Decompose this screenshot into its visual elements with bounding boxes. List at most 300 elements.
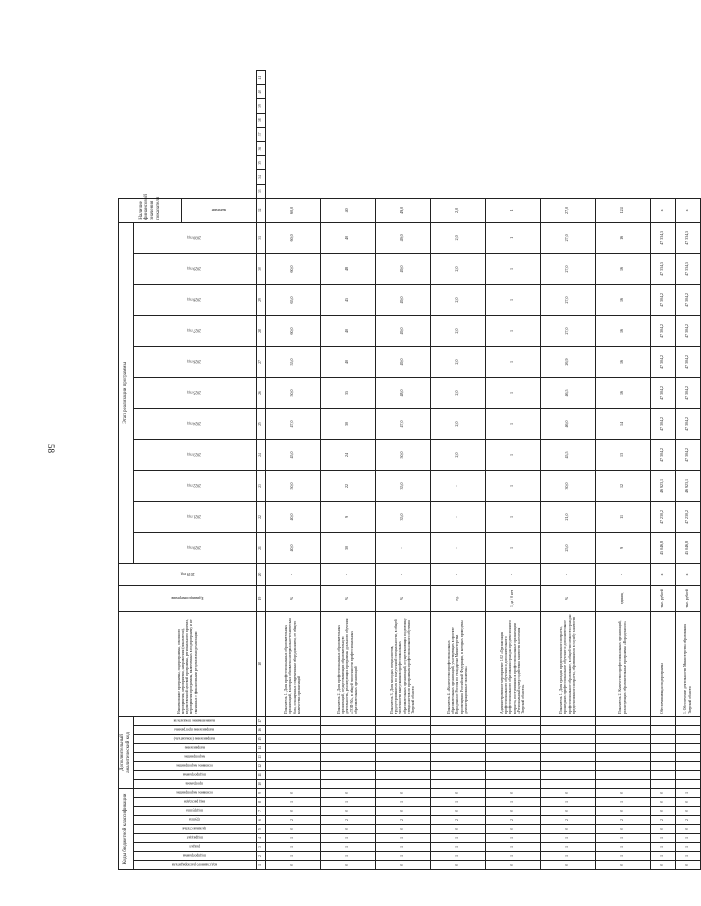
code-cell-empty — [595, 779, 650, 788]
table-row — [675, 71, 700, 870]
value-2019: - — [540, 563, 595, 585]
column-number: 4 — [256, 834, 265, 843]
year-value: 49,0 — [375, 315, 430, 346]
code-cell: 0 — [595, 861, 650, 870]
code-cell-empty — [540, 716, 595, 725]
year-value: 50,0 — [265, 377, 320, 408]
year-value: 40 — [320, 222, 375, 253]
code-cell: 0 — [675, 807, 700, 816]
year-value: 45 046,8 — [675, 532, 700, 563]
year-value: 47 334,5 — [650, 253, 675, 284]
header-code-col: направление (показатель) — [133, 734, 256, 743]
header-year: 2020 год — [133, 532, 256, 563]
header-year: 2027 год — [133, 315, 256, 346]
code-cell-empty — [595, 725, 650, 734]
year-value: 14 — [595, 408, 650, 439]
column-number: 3 — [256, 843, 265, 852]
page-number: 58 — [46, 444, 56, 453]
code-cell-empty — [595, 752, 650, 761]
year-value: 27,0 — [540, 284, 595, 315]
year-value: 2,0 — [430, 408, 485, 439]
code-cell-empty — [265, 752, 320, 761]
year-value: 1 — [485, 408, 540, 439]
code-cell-empty — [485, 779, 540, 788]
code-cell: 1 — [430, 834, 485, 843]
code-cell: 0 — [265, 861, 320, 870]
code-cell: 0 — [540, 861, 595, 870]
column-number: 25 — [256, 408, 265, 439]
column-number: 34 — [256, 170, 265, 184]
code-cell: 1 — [485, 798, 540, 807]
year-value: 16 — [595, 377, 650, 408]
column-number: 13 — [256, 752, 265, 761]
year-value: 1 — [485, 501, 540, 532]
code-cell-empty — [650, 716, 675, 725]
code-cell-empty — [675, 725, 700, 734]
year-value: 45 — [320, 284, 375, 315]
code-cell-empty — [320, 725, 375, 734]
year-value: 22 — [320, 470, 375, 501]
year-value: 40,0 — [265, 501, 320, 532]
year-value: 47 334,5 — [650, 222, 675, 253]
result-value: x — [650, 198, 675, 222]
column-number: 32 — [256, 198, 265, 222]
code-cell-empty — [320, 752, 375, 761]
header-2019: 2019 год — [119, 563, 257, 585]
code-cell-empty — [320, 770, 375, 779]
year-value: 35 — [320, 377, 375, 408]
year-value: 47 304,2 — [675, 284, 700, 315]
year-value: 1 — [485, 532, 540, 563]
year-value: - — [430, 470, 485, 501]
code-cell-empty — [675, 743, 700, 752]
code-cell: 0 — [375, 788, 430, 797]
unit-cell: единиц — [595, 585, 650, 611]
code-cell: 0 — [320, 807, 375, 816]
year-value: 27,0 — [540, 253, 595, 284]
result-value: 1 — [485, 198, 540, 222]
year-value: 12 — [595, 470, 650, 501]
year-value: 47 304,2 — [675, 408, 700, 439]
code-cell: 1 — [430, 852, 485, 861]
indicator-name: Административное мероприятие 1.02 «Организация профессионального обучения и дополнительного профессионального образования граждан предпенсионного возраста, поступивших в профессиональные организации «Региональный центр содействия занятости населения Тверской области» — [485, 611, 540, 716]
code-cell: 0 — [595, 788, 650, 797]
year-value: 45,5 — [540, 439, 595, 470]
year-value: 40,0 — [265, 532, 320, 563]
column-number: 18 — [256, 611, 265, 716]
indicator-name: Показатель 2. Количество профессиональных организаций, реализующих образовательные программы «Ворлдскиллс» — [595, 611, 650, 716]
year-value: 27,0 — [540, 315, 595, 346]
result-value: 40 — [320, 198, 375, 222]
year-value: 16 — [595, 315, 650, 346]
unit-cell: 1 да / 0 нет — [485, 585, 540, 611]
value-2019: x — [675, 563, 700, 585]
year-value: 30,0 — [540, 470, 595, 501]
code-cell: 2 — [650, 816, 675, 825]
year-value: 1 — [485, 315, 540, 346]
code-cell: 0 — [375, 825, 430, 834]
code-cell: 2 — [485, 816, 540, 825]
table-row — [650, 71, 675, 870]
year-value: 60,0 — [265, 222, 320, 253]
column-number: 40 — [256, 85, 265, 99]
column-number: 9 — [256, 788, 265, 797]
code-cell-empty — [375, 779, 430, 788]
code-cell: 0 — [265, 807, 320, 816]
code-cell-empty — [320, 761, 375, 770]
year-value: 2,0 — [430, 346, 485, 377]
header-year: 2026 год — [133, 346, 256, 377]
column-number: 16 — [256, 725, 265, 734]
year-value: 47 304,2 — [675, 346, 700, 377]
value-2019: - — [375, 563, 430, 585]
code-cell: 1 — [375, 843, 430, 852]
header-program-stage: Этап реализации программы — [119, 222, 134, 563]
code-cell-empty — [265, 716, 320, 725]
unit-cell: тыс. рублей — [675, 585, 700, 611]
code-cell: 0 — [540, 807, 595, 816]
year-value: 26,9 — [540, 346, 595, 377]
column-number: 28 — [256, 315, 265, 346]
code-cell-empty — [540, 779, 595, 788]
code-cell-empty — [265, 734, 320, 743]
value-2019: - — [320, 563, 375, 585]
code-cell: 1 — [595, 852, 650, 861]
code-cell: 1 — [675, 843, 700, 852]
year-value: 30 — [320, 408, 375, 439]
year-value: 49,0 — [375, 253, 430, 284]
column-number: 1 — [256, 861, 265, 870]
header-code-col: группа — [133, 816, 256, 825]
unit-cell: % — [540, 585, 595, 611]
year-value: 25,0 — [540, 532, 595, 563]
code-cell: 0 — [650, 825, 675, 834]
year-value: - — [430, 501, 485, 532]
code-cell: 1 — [595, 834, 650, 843]
code-cell: 0 — [320, 825, 375, 834]
unit-cell: % — [320, 585, 375, 611]
year-value: 47 230,2 — [675, 501, 700, 532]
code-cell-empty — [485, 734, 540, 743]
year-value: 47 304,2 — [675, 377, 700, 408]
year-value: 46,0 — [540, 408, 595, 439]
table-row — [430, 71, 485, 870]
code-cell-empty — [595, 716, 650, 725]
table-row — [595, 71, 650, 870]
table-row — [265, 71, 320, 870]
year-value: 45,0 — [265, 439, 320, 470]
table-body — [265, 71, 700, 870]
header-code-col: раздел — [133, 843, 256, 852]
year-value: 2,0 — [430, 253, 485, 284]
result-value: 60,0 — [265, 198, 320, 222]
year-value: 2,0 — [430, 377, 485, 408]
header-code-col: вид расходов — [133, 798, 256, 807]
code-cell-empty — [320, 716, 375, 725]
header-code-col: подгруппа — [133, 807, 256, 816]
code-cell-empty — [650, 770, 675, 779]
header-budget-codes: Коды бюджетной классификации — [119, 788, 134, 869]
code-cell: 1 — [675, 788, 700, 797]
code-cell-empty — [485, 752, 540, 761]
header-code-col: основное мероприятие — [133, 761, 256, 770]
year-value: 60,0 — [265, 315, 320, 346]
result-value: 2,0 — [430, 198, 485, 222]
code-cell: 1 — [540, 798, 595, 807]
code-cell: 2 — [675, 816, 700, 825]
code-cell-empty — [595, 743, 650, 752]
column-number: 38 — [256, 113, 265, 127]
column-number: 35 — [256, 156, 265, 170]
year-value: 16 — [595, 222, 650, 253]
year-value: 24 — [320, 439, 375, 470]
code-cell-empty — [375, 743, 430, 752]
year-value: 9 — [320, 501, 375, 532]
code-cell-empty — [265, 770, 320, 779]
year-value: 47 334,5 — [675, 222, 700, 253]
code-cell-empty — [595, 734, 650, 743]
code-cell: 0 — [650, 788, 675, 797]
year-value: 2,0 — [430, 439, 485, 470]
year-value: 40 — [320, 346, 375, 377]
code-cell-empty — [540, 743, 595, 752]
code-cell-empty — [320, 779, 375, 788]
code-cell-empty — [540, 752, 595, 761]
header-code-col: наименование показателя — [133, 716, 256, 725]
code-cell: 0 — [595, 807, 650, 816]
column-number: 7 — [256, 807, 265, 816]
year-value: 65,0 — [265, 284, 320, 315]
code-cell: 1 — [650, 843, 675, 852]
column-number: 36 — [256, 142, 265, 156]
indicator-name: Обеспечивающая подпрограмма — [650, 611, 675, 716]
column-number: 39 — [256, 99, 265, 113]
code-cell-empty — [375, 716, 430, 725]
code-cell: 1 — [540, 834, 595, 843]
year-value: 1 — [485, 253, 540, 284]
year-value: 2,0 — [430, 222, 485, 253]
code-cell: 0 — [320, 788, 375, 797]
column-number: 31 — [256, 222, 265, 253]
code-cell: 1 — [375, 834, 430, 843]
header-code-col: программа — [133, 779, 256, 788]
column-number: 22 — [256, 501, 265, 532]
code-cell: 0 — [430, 825, 485, 834]
year-value: - — [375, 532, 430, 563]
code-cell: 0 — [595, 825, 650, 834]
code-cell-empty — [485, 725, 540, 734]
year-value: 16 — [595, 253, 650, 284]
code-cell-empty — [675, 779, 700, 788]
year-value: 1 — [485, 222, 540, 253]
code-cell-empty — [540, 725, 595, 734]
year-value: 48,0 — [375, 377, 430, 408]
year-value: 16 — [595, 284, 650, 315]
code-cell: 1 — [485, 852, 540, 861]
result-value: 27,0 — [540, 198, 595, 222]
indicator-name: Показатель 2. Доля профессиональных образовательных организаций, осуществляющих образовательную деятельность, реализующих программы дуального обучения «ТОП-50», в общей численности профессиональных образовательных организаций — [320, 611, 375, 716]
code-cell-empty — [650, 752, 675, 761]
header-year: 2030 год — [133, 222, 256, 253]
code-cell-empty — [265, 725, 320, 734]
code-cell-empty — [375, 770, 430, 779]
unit-cell: тыс. рублей — [650, 585, 675, 611]
column-number: 2 — [256, 852, 265, 861]
header-year: 2025 год — [133, 377, 256, 408]
code-cell: 0 — [675, 861, 700, 870]
code-cell-empty — [375, 734, 430, 743]
header-year: 2023 год — [133, 439, 256, 470]
code-cell: 1 — [320, 834, 375, 843]
year-value: 1 — [485, 346, 540, 377]
year-value: - — [430, 532, 485, 563]
year-value: 1 — [485, 470, 540, 501]
rotated-table-container — [118, 70, 692, 870]
code-cell: 2 — [540, 816, 595, 825]
code-cell-empty — [320, 734, 375, 743]
column-number: 24 — [256, 439, 265, 470]
header-year: 2022 год — [133, 470, 256, 501]
code-cell: 1 — [375, 798, 430, 807]
table-header — [119, 71, 266, 870]
year-value: 16 — [595, 346, 650, 377]
code-cell-empty — [485, 743, 540, 752]
code-cell: 1 — [675, 834, 700, 843]
indicator-name: Показатель 1. Доля профессиональных образовательных организаций, в которых обновлена материально-техническая база, оснащенных современным оборудованием, от общего количества организаций — [265, 611, 320, 716]
header-result: Наличие финансовой значения показателя — [119, 198, 182, 222]
code-cell-empty — [430, 716, 485, 725]
table-row — [485, 71, 540, 870]
year-value: 13 — [595, 439, 650, 470]
column-number: 15 — [256, 734, 265, 743]
table-row — [320, 71, 375, 870]
code-cell: 2 — [265, 816, 320, 825]
column-number: 8 — [256, 798, 265, 807]
code-cell: 1 — [595, 798, 650, 807]
result-value: 49,0 — [375, 198, 430, 222]
column-number: 41 — [256, 71, 265, 85]
value-2019: - — [430, 563, 485, 585]
code-cell: 0 — [430, 788, 485, 797]
column-number: 19 — [256, 585, 265, 611]
year-value: 35,0 — [375, 501, 430, 532]
column-number: 33 — [256, 184, 265, 198]
column-number: 27 — [256, 346, 265, 377]
year-value: 11 — [595, 501, 650, 532]
year-value: 49,0 — [375, 222, 430, 253]
header-year: 2021 год — [133, 501, 256, 532]
year-value: 1 — [485, 439, 540, 470]
code-cell-empty — [675, 770, 700, 779]
year-value: 47 304,2 — [650, 315, 675, 346]
result-value: 124 — [595, 198, 650, 222]
year-value: 35,0 — [375, 470, 430, 501]
code-cell-empty — [540, 770, 595, 779]
year-value: 47,0 — [375, 408, 430, 439]
column-number: 11 — [256, 770, 265, 779]
code-cell-empty — [375, 761, 430, 770]
table-row — [375, 71, 430, 870]
column-number: 5 — [256, 825, 265, 834]
code-cell-empty — [265, 779, 320, 788]
column-number: 14 — [256, 743, 265, 752]
year-value: 47 304,2 — [650, 284, 675, 315]
year-value: 46 923,1 — [650, 470, 675, 501]
code-cell: 1 — [650, 834, 675, 843]
code-cell: 0 — [650, 798, 675, 807]
header-row-labels — [133, 71, 182, 870]
code-cell-empty — [430, 725, 485, 734]
header-unit: Единица измерения — [119, 585, 257, 611]
header-additional-codes: Дополнительный аналитический код — [119, 716, 134, 788]
header-code-col: мероприятие — [133, 752, 256, 761]
header-year: 2028 год — [133, 284, 256, 315]
header-code-col: основное мероприятие — [133, 788, 256, 797]
code-cell: 0 — [675, 825, 700, 834]
result-value: x — [675, 198, 700, 222]
code-cell: 0 — [265, 788, 320, 797]
code-cell: 0 — [540, 825, 595, 834]
code-cell: 1 — [320, 852, 375, 861]
code-cell-empty — [375, 752, 430, 761]
indicator-name: Показатель 3. Доля молодых специалистов, трудоустроившихся по полученной специальности, в общей численности выпускников профессиональных образовательных организаций, осуществляющих подготовку специалистов по программам профессионального обучения Тверской области — [375, 611, 430, 716]
code-cell: 1 — [650, 852, 675, 861]
code-cell: 1 — [485, 834, 540, 843]
column-number: 21 — [256, 532, 265, 563]
year-value: 48 — [320, 253, 375, 284]
code-cell-empty — [675, 716, 700, 725]
year-value: 21,0 — [540, 501, 595, 532]
year-value: 47 230,2 — [650, 501, 675, 532]
column-number: 6 — [256, 816, 265, 825]
code-cell: 2 — [320, 816, 375, 825]
code-cell-empty — [265, 743, 320, 752]
code-cell-empty — [375, 725, 430, 734]
column-number: 12 — [256, 761, 265, 770]
year-value: 27,0 — [540, 222, 595, 253]
year-value: 1 — [485, 377, 540, 408]
code-cell-empty — [430, 770, 485, 779]
year-value: 40 — [320, 315, 375, 346]
code-cell: 1 — [265, 834, 320, 843]
year-value: 1 — [485, 284, 540, 315]
column-number: 17 — [256, 716, 265, 725]
code-cell: 0 — [375, 807, 430, 816]
code-cell-empty — [430, 779, 485, 788]
header-code-col: подпрограмма — [133, 852, 256, 861]
code-cell-empty — [430, 734, 485, 743]
header-year: 2024 год — [133, 408, 256, 439]
code-cell: 1 — [540, 852, 595, 861]
code-cell: 0 — [675, 798, 700, 807]
code-cell-empty — [595, 770, 650, 779]
code-cell-empty — [650, 725, 675, 734]
code-cell: 0 — [485, 807, 540, 816]
year-value: 46 923,1 — [675, 470, 700, 501]
column-number: 37 — [256, 127, 265, 141]
code-cell-empty — [675, 761, 700, 770]
column-number: 29 — [256, 284, 265, 315]
value-2019: x — [650, 563, 675, 585]
code-cell: 1 — [265, 852, 320, 861]
code-cell-empty — [650, 779, 675, 788]
year-value: 55,0 — [265, 346, 320, 377]
code-cell: 0 — [540, 788, 595, 797]
unit-cell: % — [265, 585, 320, 611]
header-year: 2029 год — [133, 253, 256, 284]
year-value: 60,0 — [265, 253, 320, 284]
indicator-name: 1. Обеспечение деятельности Министерства образования Тверской области — [675, 611, 700, 716]
